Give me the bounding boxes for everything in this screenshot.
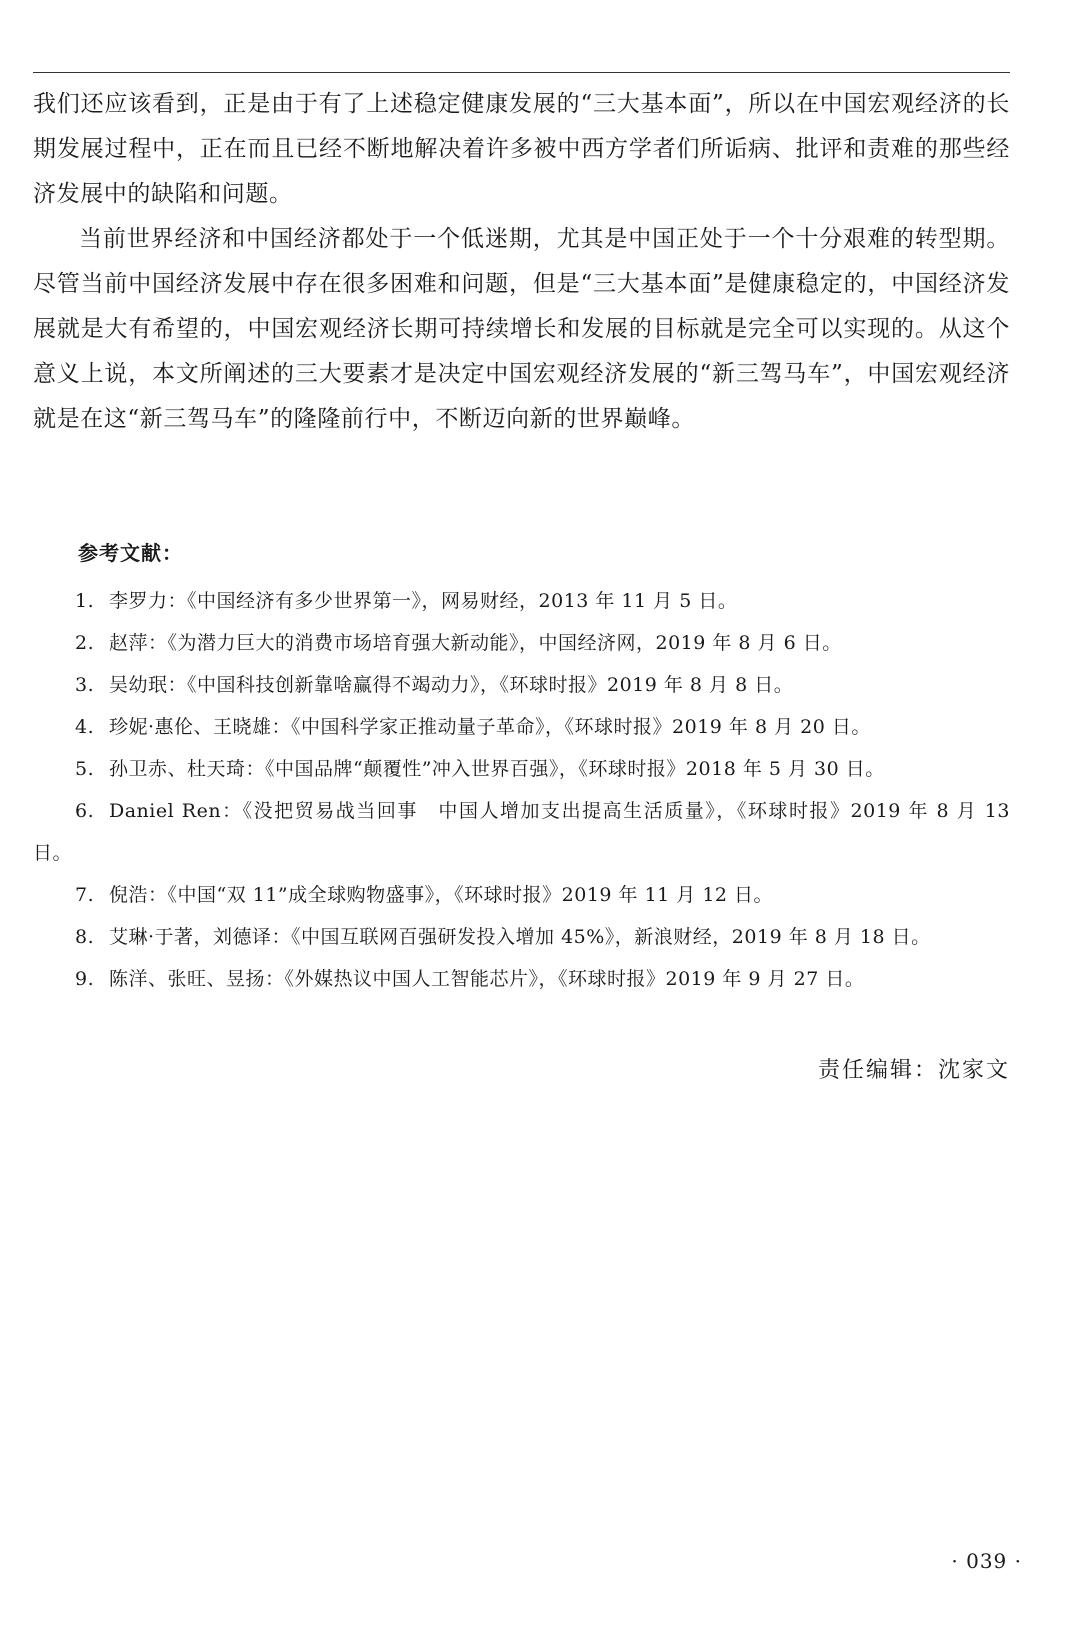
references-heading: 参考文献： <box>78 541 183 565</box>
reference-number: 6. <box>75 800 95 822</box>
reference-item <box>33 790 1010 874</box>
reference-number: 9. <box>75 968 95 990</box>
body-paragraph-2: 当前世界经济和中国经济都处于一个低迷期，尤其是中国正处于一个十分艰难的转型期。尽管当前中国经济发展中存在很多困难和问题，但是“三大基本面”是健康稳定的，中国经济发展就是大有希望的，中国宏观经济长期可持续增长和发展的目标就是完全可以实现的。从这个意义上说，本文所阐述的三大要素才是决定中国宏观经济发展的“新三驾马车”，中国宏观经济就是在这“新三驾马车”的隆隆前行中，不断迈向新的世界巅峰。 <box>33 226 1010 432</box>
references-list <box>33 580 1010 1000</box>
article-body <box>33 82 1010 442</box>
reference-text: 艾琳·于著，刘德译：《中国互联网百强研发投入增加 45%》，新浪财经，2019 年 8 月 18 日。 <box>109 926 931 948</box>
reference-text: 李罗力：《中国经济有多少世界第一》，网易财经，2013 年 11 月 5 日。 <box>109 590 738 612</box>
reference-number: 8. <box>75 926 95 948</box>
reference-text: 陈洋、张旺、昱扬：《外媒热议中国人工智能芯片》，《环球时报》2019 年 9 月 27 日。 <box>109 968 865 990</box>
page-number: · 039 · <box>951 1549 1022 1573</box>
reference-text: 赵萍：《为潜力巨大的消费市场培育强大新动能》，中国经济网，2019 年 8 月 6 日。 <box>109 632 842 654</box>
reference-number: 4. <box>75 716 95 738</box>
reference-number: 5. <box>75 758 95 780</box>
reference-number: 1. <box>75 590 95 612</box>
reference-number: 2. <box>75 632 95 654</box>
reference-item <box>33 580 1010 622</box>
reference-text: 倪浩：《中国“双 11”成全球购物盛事》，《环球时报》2019 年 11 月 12 日。 <box>109 884 774 906</box>
reference-item <box>33 874 1010 916</box>
reference-item <box>33 664 1010 706</box>
reference-text: Daniel Ren：《没把贸易战当回事 中国人增加支出提高生活质量》，《环球时报》2019 年 8 月 13 日。 <box>33 800 1010 864</box>
reference-item <box>33 706 1010 748</box>
reference-item <box>33 622 1010 664</box>
reference-text: 吴幼珉：《中国科技创新靠啥赢得不竭动力》，《环球时报》2019 年 8 月 8 日。 <box>109 674 794 696</box>
reference-item <box>33 958 1010 1000</box>
header-rule <box>33 72 1010 73</box>
reference-text: 珍妮·惠伦、王晓雄：《中国科学家正推动量子革命》，《环球时报》2019 年 8 月 20 日。 <box>109 716 871 738</box>
reference-number: 7. <box>75 884 95 906</box>
body-paragraph-1: 我们还应该看到，正是由于有了上述稳定健康发展的“三大基本面”，所以在中国宏观经济的长期发展过程中，正在而且已经不断地解决着许多被中西方学者们所诟病、批评和责难的那些经济发展中的缺陷和问题。 <box>33 91 1010 207</box>
reference-item <box>33 916 1010 958</box>
reference-item <box>33 748 1010 790</box>
responsible-editor: 责任编辑：沈家文 <box>817 1058 1010 1083</box>
reference-text: 孙卫赤、杜天琦：《中国品牌“颠覆性”冲入世界百强》，《环球时报》2018 年 5 月 30 日。 <box>109 758 885 780</box>
reference-number: 3. <box>75 674 95 696</box>
